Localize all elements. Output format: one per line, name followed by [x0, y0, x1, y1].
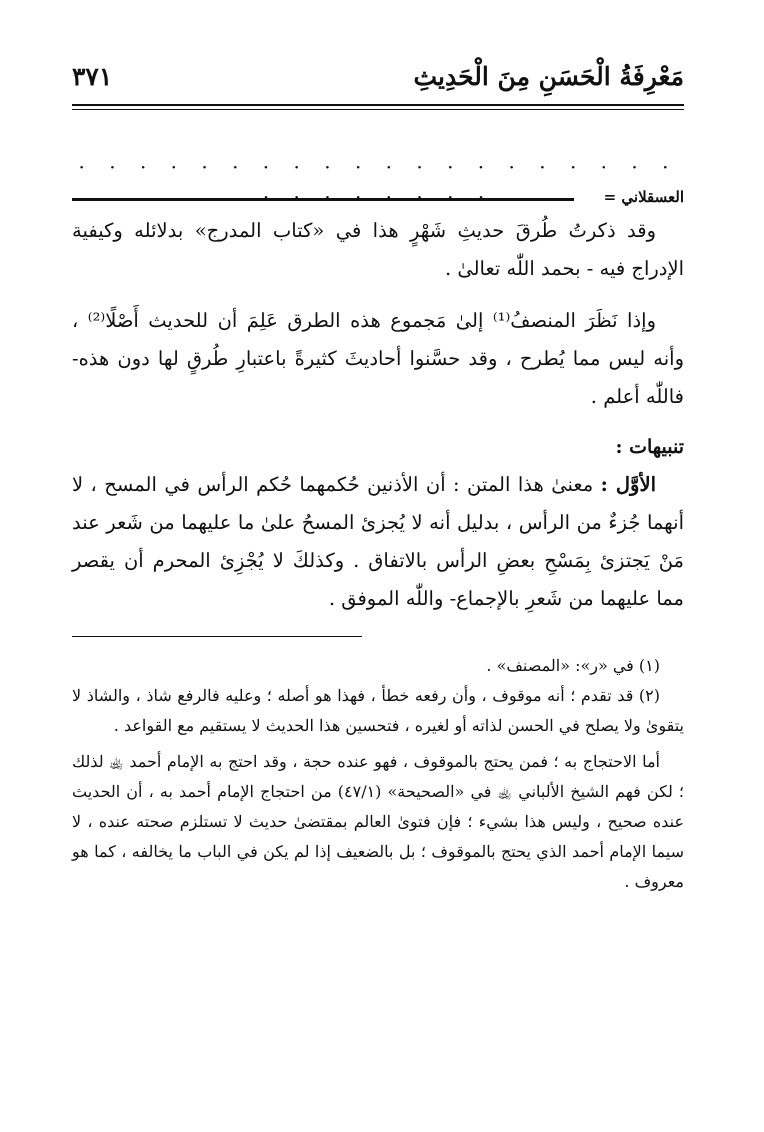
- main-text: [72, 212, 684, 618]
- paragraph-1: وقد ذكرتُ طُرقَ حديثِ شَهْرٍ هذا في «كتاب المدرج» بدلائله وكيفية الإدراج فيه - بحمد اللّٰه تعالىٰ .: [72, 219, 684, 280]
- footnote-rule-wrap: [72, 636, 684, 637]
- separator-dots: · · · · · · · · · · · · · · · · · · · · · · · · · · · ·: [78, 155, 678, 209]
- page-header: [72, 56, 684, 112]
- footnote-2: (٢) قد تقدم ؛ أنه موقوف ، وأن رفعه خطأ ، فهذا هو أصله ؛ وعليه فالرفع شاذ ، والشاذ لا يتقوىٰ ولا يصلح في الحسن لذاته أو لغيره ، فتحسين هذا الحديث لا يستقيم مع القواعد .: [72, 686, 684, 735]
- running-title: مَعْرِفَةُ الْحَسَنِ مِنَ الْحَدِيثِ: [413, 62, 684, 91]
- book-page: [72, 56, 684, 897]
- first-note-label: الأوَّل :: [600, 473, 656, 496]
- continuation-label: العسقلاني =: [600, 188, 684, 206]
- footnote-2-continuation: أما الاحتجاج به ؛ فمن يحتج بالموقوف ، فهو عنده حجة ، وقد احتج به الإمام أحمد ﵀ لذلك ؛ لكن فهم الشيخ الألباني ﵀ في «الصحيحة» (٤٧/١) من احتجاج الإمام أحمد به ، أن الحديث عنده صحيح ، وليس هذا بشيء ؛ فإن فتوىٰ العالم بمقتضىٰ حديث لا تستلزم صحته عنده ، لا سيما الإمام أحمد الذي يحتج بالموقوف ؛ بل بالضعيف إذا لم يكن في الباب ما يخالفه ، كما هو معروف .: [72, 752, 685, 891]
- continuation-rule: [72, 198, 574, 201]
- footnotes: [72, 651, 684, 897]
- header-rule: [72, 104, 684, 110]
- notes-heading: تنبيهات :: [615, 436, 684, 458]
- footnote-rule: [72, 636, 362, 637]
- first-note-text: معنىٰ هذا المتن : أن الأذنين حُكمهما حُكم الرأس في المسح ، لا أنهما جُزءٌ من الرأس ، بدليل أنه لا يُجزئ المسحُ علىٰ ما عليهما من شَعر عند مَنْ يَجتزئ بِمَسْحِ بعضِ الرأس بالاتفاق . وكذلكَ لا يُجْزِئ المحرم أن يقصر مما عليهما من شَعرِ بالإجماع- واللّٰه الموفق .: [72, 473, 684, 610]
- continuation-row: [72, 188, 684, 212]
- footnote-1: (١) في «ر»: «المصنف» .: [486, 656, 660, 675]
- paragraph-2: وإذا نَظَرَ المنصفُ⁽¹⁾ إلىٰ مَجموع هذه الطرق عَلِمَ أن للحديث أَصْلًا⁽²⁾ ، وأنه ليس مما يُطرح ، وقد حسَّنوا أحاديثَ كثيرةً باعتبارِ طُرقٍ لها دون هذه- فاللّٰه أعلم .: [72, 309, 684, 408]
- paragraph-3: [72, 466, 684, 618]
- page-number: ٣٧١: [72, 62, 113, 91]
